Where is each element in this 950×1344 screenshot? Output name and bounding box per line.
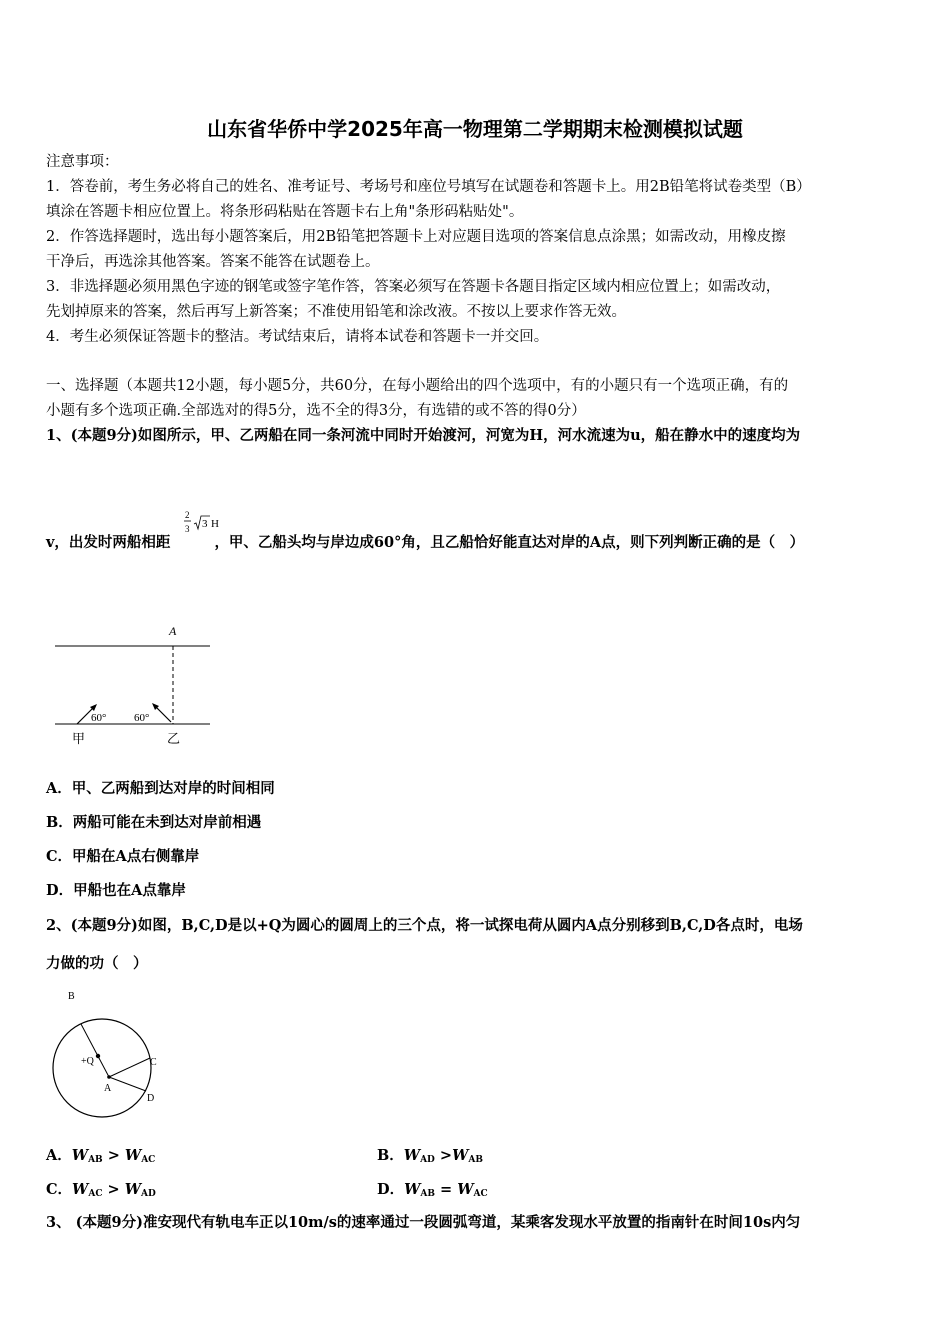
- q2-circle-figure: [48, 985, 168, 1130]
- q2-stem-line-1: 2、(本题9分)如图，B,C,D是以+Q为圆心的圆周上的三个点，将一试探电荷从圆内A点分别移到B,C,D各点时，电场: [46, 917, 803, 934]
- equipotential-circle: [53, 1019, 151, 1117]
- label-b: B: [68, 991, 75, 1002]
- svg-text:3: 3: [185, 524, 190, 534]
- q1-option-a[interactable]: A．甲、乙两船到达对岸的时间相同: [46, 780, 275, 797]
- label-a: A: [104, 1083, 112, 1094]
- notice-item-2-line-2: 干净后，再选涂其他答案。答案不能答在试题卷上。: [46, 254, 380, 270]
- q1-stem-line-2: [46, 533, 804, 553]
- q2-option-d[interactable]: D．$W_{AB} = W_{AC}$: [377, 1181, 488, 1199]
- notice-item-3-line-2: 先划掉原来的答案，然后再写上新答案；不准使用铅笔和涂改液。不按以上要求作答无效。: [46, 304, 626, 320]
- notice-heading: 注意事项：: [46, 154, 119, 170]
- angle-yi-label: 60°: [134, 712, 150, 724]
- label-c: C: [150, 1057, 157, 1068]
- svg-text:H: H: [211, 518, 219, 530]
- q2-option-a[interactable]: A．$W_{AB} > W_{AC}$: [46, 1147, 156, 1165]
- q1-option-d[interactable]: D．甲船也在A点靠岸: [46, 882, 186, 899]
- q2-option-b[interactable]: B．$W_{AD} >W_{AB}$: [377, 1147, 483, 1165]
- notice-item-3-line-1: 3．非选择题必须用黑色字迹的钢笔或签字笔作答，答案必须写在答题卡各题目指定区域内相应位置上；如需改动，: [46, 279, 781, 295]
- point-a-label: A: [169, 624, 177, 638]
- q3-stem-line-1: 3、 (本题9分)准安现代有轨电车正以10m/s的速率通过一段圆弧弯道，某乘客发现水平放置的指南针在时间10s内匀: [46, 1214, 801, 1231]
- q1-distance-formula-graphic: [182, 508, 232, 540]
- charge-q-dot: [96, 1054, 100, 1058]
- point-a-dot: [107, 1075, 111, 1079]
- page-title: 山东省华侨中学2025年高一物理第二学期期末检测模拟试题: [207, 117, 743, 141]
- svg-text:2: 2: [185, 510, 190, 520]
- q1-stem-line-2a: v，出发时两船相距: [46, 534, 171, 551]
- q1-option-c[interactable]: C．甲船在A点右侧靠岸: [46, 848, 200, 865]
- section-1-heading-line-2: 小题有多个选项正确.全部选对的得5分，选不全的得3分，有选错的或不答的得0分）: [46, 403, 586, 419]
- notice-item-4: 4．考生必须保证答题卡的整洁。考试结束后，请将本试卷和答题卡一并交回。: [46, 329, 549, 345]
- notice-item-1-line-1: 1．答卷前，考生务必将自己的姓名、准考证号、考场号和座位号填写在试题卷和答题卡上。用2B铅笔将试卷类型（B）: [46, 179, 811, 195]
- boat-yi-label: 乙: [167, 731, 181, 746]
- q1-river-figure: [50, 620, 220, 750]
- q2-stem-line-2: 力做的功（ ）: [46, 955, 148, 972]
- label-plus-q: +Q: [81, 1056, 94, 1067]
- q1-option-b[interactable]: B．两船可能在未到达对岸前相遇: [46, 814, 262, 831]
- notice-item-2-line-1: 2．作答选择题时，选出每小题答案后，用2B铅笔把答题卡上对应题目选项的答案信息点涂黑；如需改动，用橡皮擦: [46, 229, 786, 245]
- line-a-to-d: [109, 1077, 146, 1091]
- q2-option-c[interactable]: C．$W_{AC} > W_{AD}$: [46, 1181, 156, 1199]
- svg-text:3: 3: [202, 518, 208, 530]
- angle-jia-label: 60°: [91, 712, 107, 724]
- line-a-to-c: [109, 1058, 150, 1077]
- notice-item-1-line-2: 填涂在答题卡相应位置上。将条形码粘贴在答题卡右上角"条形码粘贴处"。: [46, 204, 524, 220]
- section-1-heading-line-1: 一、选择题（本题共12小题，每小题5分，共60分，在每小题给出的四个选项中，有的小题只有一个选项正确，有的: [46, 378, 789, 394]
- q1-stem-line-2b: ，甲、乙船头均与岸边成60°角，且乙船恰好能直达对岸的A点，则下列判断正确的是（ ）: [214, 534, 805, 551]
- line-a-to-b: [81, 1024, 109, 1077]
- label-d: D: [147, 1093, 155, 1104]
- boat-jia-label: 甲: [72, 731, 86, 746]
- q1-stem-line-1: 1、(本题9分)如图所示，甲、乙两船在同一条河流中同时开始渡河，河宽为H，河水流速为u，船在静水中的速度均为: [46, 427, 801, 444]
